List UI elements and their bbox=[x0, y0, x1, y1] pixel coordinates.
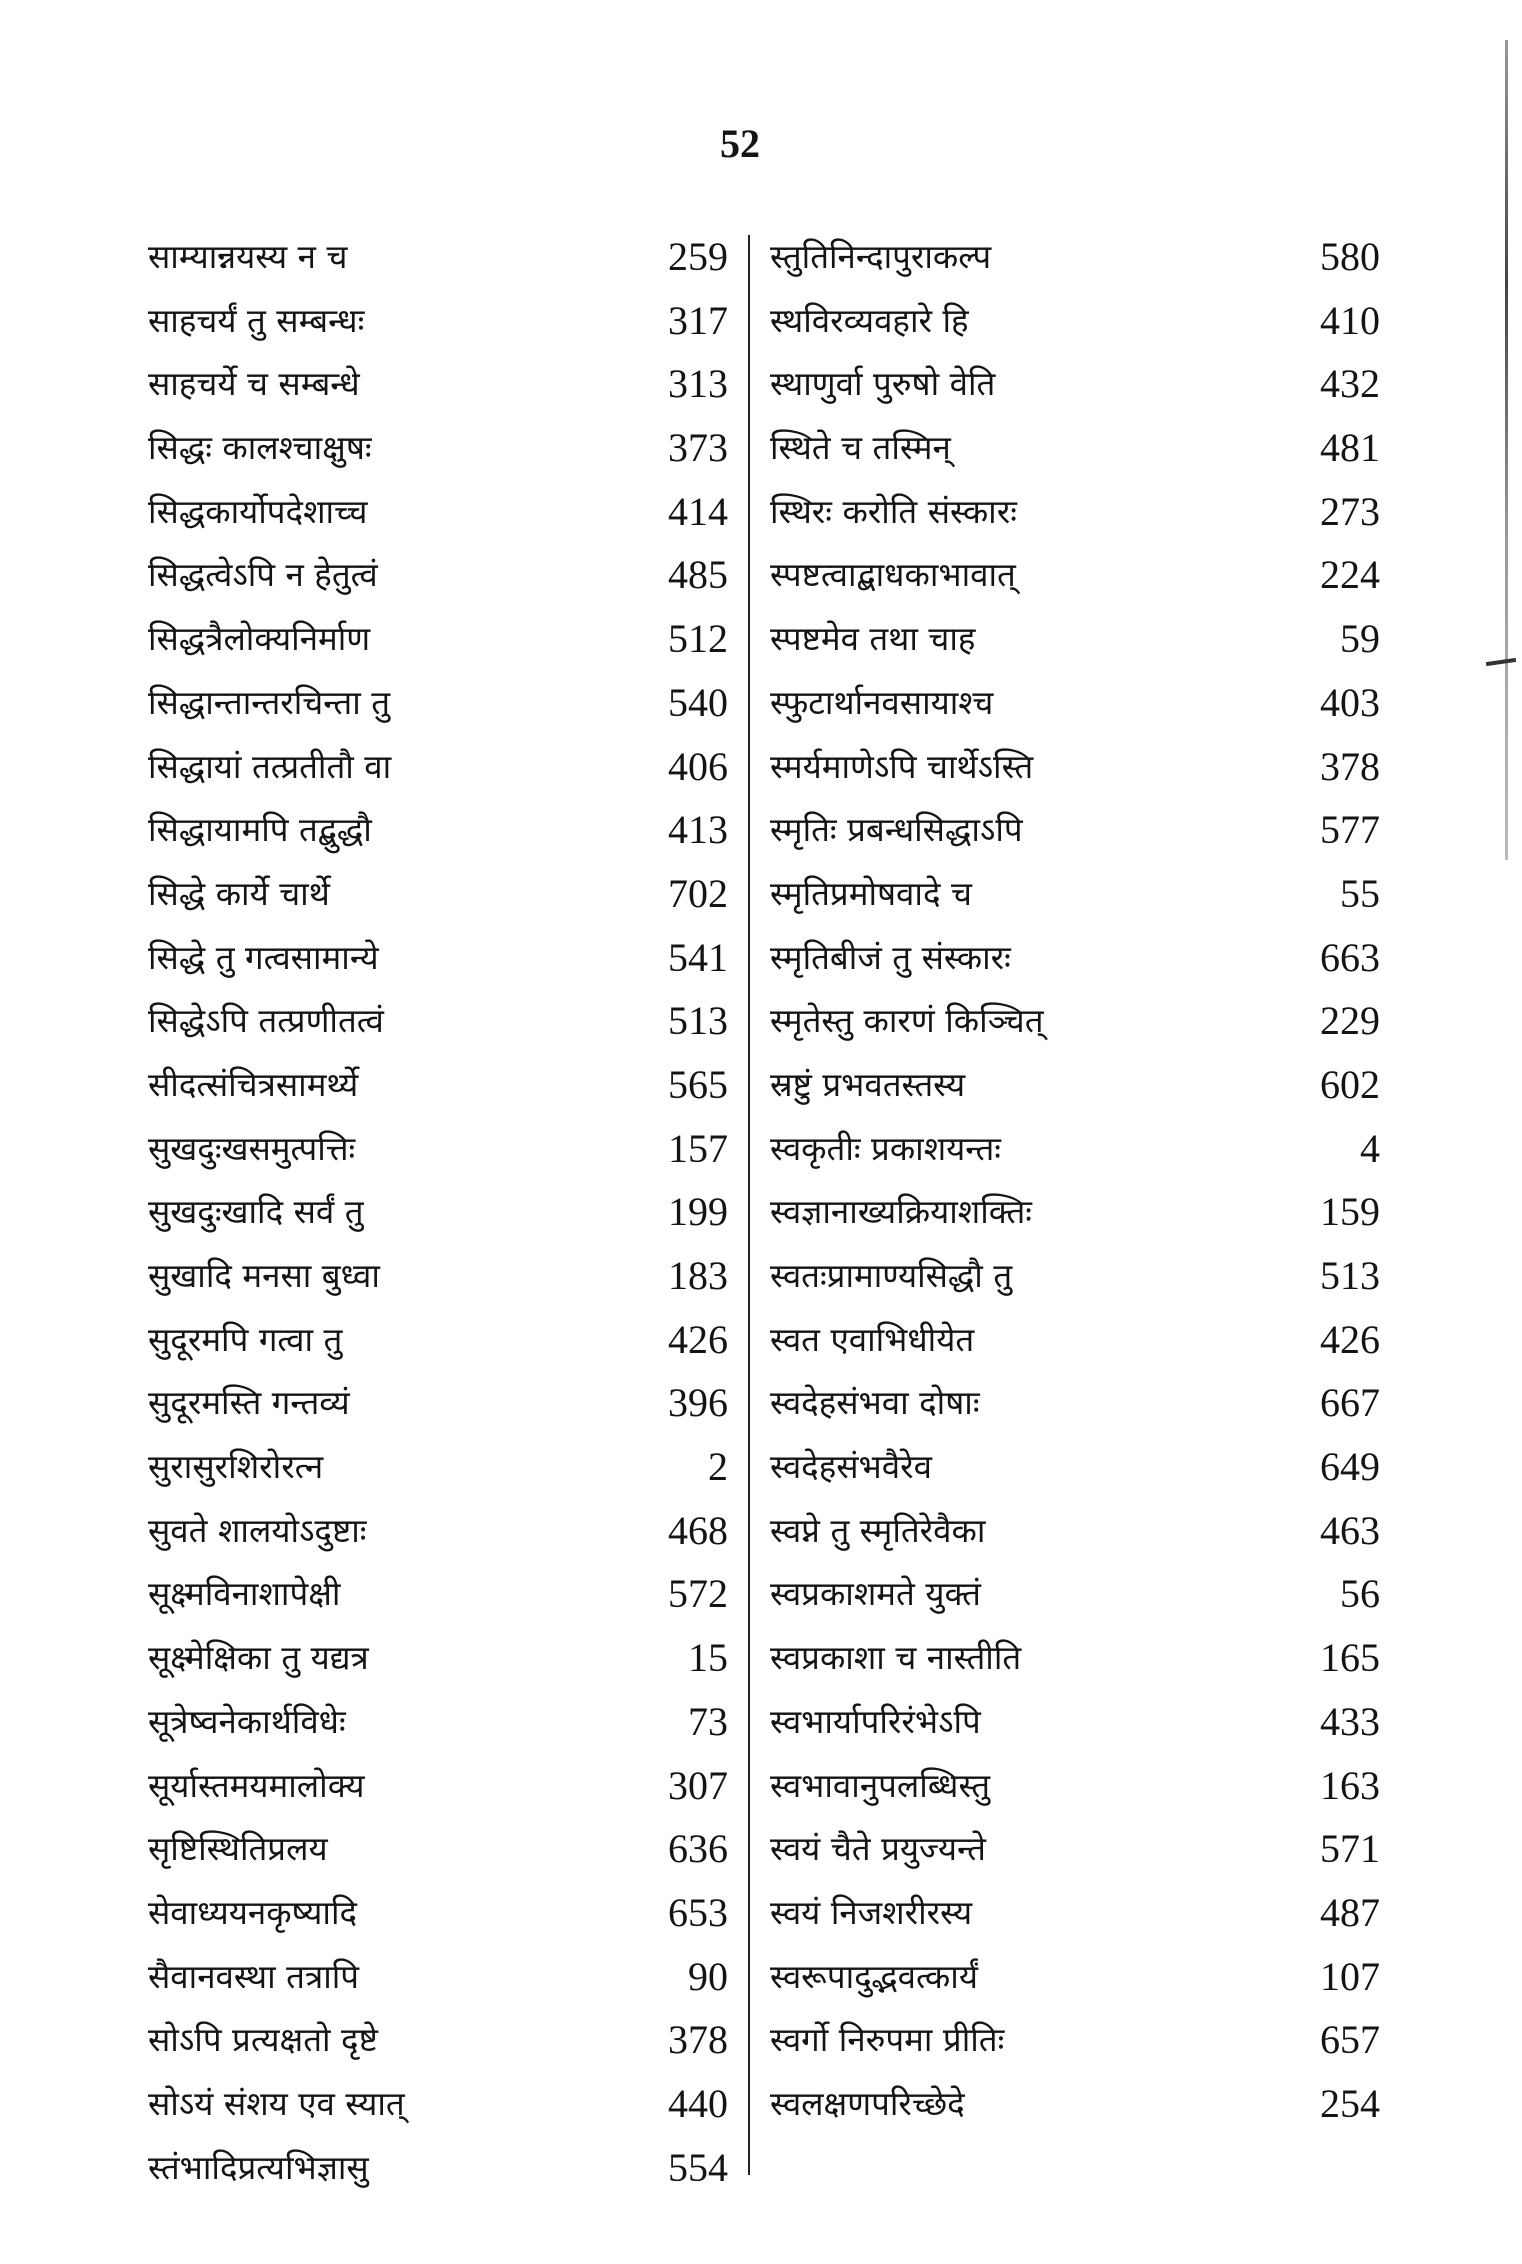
index-entry bbox=[770, 926, 1380, 990]
entry-page-number: 565 bbox=[668, 1061, 728, 1107]
page-number: 52 bbox=[720, 121, 760, 166]
index-entry bbox=[148, 1308, 728, 1372]
entry-page-number: 183 bbox=[668, 1253, 728, 1298]
index-entry bbox=[770, 735, 1380, 799]
entry-text: स्मृतिप्रमोषवादे च bbox=[770, 873, 972, 913]
entry-page-number: 667 bbox=[1320, 1380, 1380, 1426]
entry-text: सैवानवस्था तत्रापि bbox=[148, 1956, 360, 1996]
entry-page-number: 403 bbox=[1320, 679, 1380, 725]
index-entry bbox=[148, 480, 728, 544]
index-entry bbox=[148, 1945, 728, 2009]
entry-page-number: 653 bbox=[668, 1889, 728, 1935]
index-entry bbox=[148, 735, 728, 799]
entry-text: सुदूरमपि गत्वा तु bbox=[148, 1319, 343, 1359]
index-entry bbox=[770, 1881, 1380, 1945]
entry-text: स्फुटार्थानवसायाश्च bbox=[770, 682, 994, 722]
entry-text: सुवते शालयोऽदुष्टाः bbox=[148, 1510, 367, 1550]
entry-page-number: 580 bbox=[1320, 234, 1380, 279]
index-entry bbox=[770, 1117, 1380, 1181]
entry-page-number: 414 bbox=[668, 488, 728, 534]
index-entry bbox=[770, 1690, 1380, 1754]
index-entry bbox=[770, 225, 1380, 289]
entry-text: साम्यान्नयस्य न च bbox=[148, 237, 348, 276]
entry-page-number: 432 bbox=[1320, 361, 1380, 407]
entry-text: सिद्धत्वेऽपि न हेतुत्वं bbox=[148, 555, 378, 595]
entry-text: स्वत एवाभिधीयेत bbox=[770, 1319, 975, 1359]
entry-text: सिद्धायामपि तद्बुद्धौ bbox=[148, 810, 372, 850]
index-entry bbox=[770, 1244, 1380, 1308]
entry-page-number: 2 bbox=[708, 1444, 728, 1490]
index-entry bbox=[148, 989, 728, 1053]
index-entry bbox=[770, 1626, 1380, 1690]
entry-text: स्वभावानुपलब्धिस्तु bbox=[770, 1765, 991, 1805]
entry-text: सिद्धे तु गत्वसामान्ये bbox=[148, 937, 379, 977]
entry-page-number: 433 bbox=[1320, 1698, 1380, 1744]
entry-text: सोऽयं संशय एव स्यात् bbox=[148, 2083, 405, 2123]
entry-text: सिद्धकार्योपदेशाच्च bbox=[148, 491, 368, 531]
index-entry bbox=[770, 543, 1380, 607]
entry-page-number: 426 bbox=[668, 1316, 728, 1362]
entry-text: सूत्रेष्वनेकार्थविधेः bbox=[148, 1701, 346, 1741]
index-entry bbox=[148, 1754, 728, 1818]
entry-text: सीदत्संचित्रसामर्थ्ये bbox=[148, 1064, 359, 1104]
index-entry bbox=[770, 1180, 1380, 1244]
entry-text: सिद्धायां तत्प्रतीतौ वा bbox=[148, 746, 392, 786]
index-entry bbox=[770, 1817, 1380, 1881]
entry-text: स्वज्ञानाख्यक्रियाशक्तिः bbox=[770, 1192, 1032, 1232]
entry-page-number: 73 bbox=[688, 1698, 728, 1744]
entry-page-number: 90 bbox=[688, 1953, 728, 1999]
entry-page-number: 107 bbox=[1320, 1953, 1380, 1999]
index-entry bbox=[770, 1945, 1380, 2009]
entry-text: सुखदुःखसमुत्पत्तिः bbox=[148, 1128, 356, 1168]
entry-page-number: 602 bbox=[1320, 1061, 1380, 1107]
entry-page-number: 307 bbox=[668, 1762, 728, 1808]
entry-text: सिद्धः कालश्चाक्षुषः bbox=[148, 428, 372, 468]
entry-text: स्वभार्यापरिरंभेऽपि bbox=[770, 1701, 981, 1741]
entry-page-number: 649 bbox=[1320, 1444, 1380, 1490]
entry-page-number: 4 bbox=[1360, 1125, 1380, 1171]
index-entry bbox=[770, 289, 1380, 353]
index-entry bbox=[148, 926, 728, 990]
entry-text: स्वतःप्रामाण्यसिद्धौ तु bbox=[770, 1256, 1013, 1295]
index-entry bbox=[770, 607, 1380, 671]
entry-text: स्तुतिनिन्दापुराकल्प bbox=[770, 237, 992, 276]
index-entry bbox=[770, 989, 1380, 1053]
entry-text: स्पष्टत्वाद्बाधकाभावात् bbox=[770, 555, 1016, 595]
entry-page-number: 481 bbox=[1320, 425, 1380, 471]
entry-text: स्वकृतीः प्रकाशयन्तः bbox=[770, 1128, 1001, 1168]
entry-page-number: 224 bbox=[1320, 552, 1380, 598]
entry-page-number: 378 bbox=[1320, 743, 1380, 789]
entry-text: सूक्ष्मेक्षिका तु यद्यत्र bbox=[148, 1638, 369, 1678]
entry-page-number: 540 bbox=[668, 679, 728, 725]
entry-text: सूर्यास्तमयमालोक्य bbox=[148, 1765, 365, 1805]
entry-page-number: 273 bbox=[1320, 488, 1380, 534]
index-entry bbox=[148, 607, 728, 671]
entry-text: सिद्धेऽपि तत्प्रणीतत्वं bbox=[148, 1001, 384, 1041]
column-divider bbox=[748, 235, 750, 2175]
index-entry bbox=[770, 1435, 1380, 1499]
entry-page-number: 59 bbox=[1340, 616, 1380, 662]
entry-page-number: 663 bbox=[1320, 934, 1380, 980]
entry-text: स्मृतिबीजं तु संस्कारः bbox=[770, 937, 1011, 977]
entry-page-number: 636 bbox=[668, 1826, 728, 1872]
entry-page-number: 541 bbox=[668, 934, 728, 980]
index-entry bbox=[148, 862, 728, 926]
index-entry bbox=[148, 543, 728, 607]
index-entry bbox=[148, 225, 728, 289]
entry-page-number: 406 bbox=[668, 743, 728, 789]
entry-page-number: 513 bbox=[1320, 1253, 1380, 1298]
entry-text: स्रष्टुं प्रभवतस्तस्य bbox=[770, 1064, 966, 1104]
entry-text: स्तंभादिप्रत्यभिज्ञासु bbox=[148, 2147, 369, 2187]
entry-text: स्वदेहसंभवा दोषाः bbox=[770, 1383, 980, 1423]
entry-text: सोऽपि प्रत्यक्षतो दृष्टे bbox=[148, 2020, 378, 2060]
entry-page-number: 468 bbox=[668, 1507, 728, 1553]
entry-text: सूक्ष्मविनाशापेक्षी bbox=[148, 1574, 341, 1614]
index-entry bbox=[148, 1180, 728, 1244]
entry-page-number: 229 bbox=[1320, 998, 1380, 1044]
entry-text: साहचर्ये च सम्बन्धे bbox=[148, 364, 360, 404]
index-entry bbox=[148, 1371, 728, 1435]
entry-page-number: 410 bbox=[1320, 297, 1380, 343]
index-entry bbox=[148, 671, 728, 735]
entry-text: स्मृतेस्तु कारणं किञ्चित् bbox=[770, 1001, 1044, 1041]
entry-page-number: 378 bbox=[668, 2017, 728, 2063]
entry-page-number: 163 bbox=[1320, 1762, 1380, 1808]
entry-text: सिद्धे कार्ये चार्थे bbox=[148, 873, 330, 913]
index-entry bbox=[148, 2136, 728, 2200]
entry-text: सेवाध्ययनकृष्यादि bbox=[148, 1892, 358, 1932]
index-entry bbox=[148, 1435, 728, 1499]
entry-text: स्वर्गो निरुपमा प्रीतिः bbox=[770, 2020, 1005, 2060]
entry-text: स्वयं चैते प्रयुज्यन्ते bbox=[770, 1829, 986, 1869]
index-entry bbox=[148, 1881, 728, 1945]
entry-text: स्थविरव्यवहारे हि bbox=[770, 300, 969, 340]
entry-page-number: 413 bbox=[668, 807, 728, 853]
entry-text: स्वप्ने तु स्मृतिरेवैका bbox=[770, 1510, 986, 1550]
entry-text: स्वप्रकाशमते युक्तं bbox=[770, 1574, 981, 1614]
entry-text: स्थिरः करोति संस्कारः bbox=[770, 491, 1017, 531]
entry-text: सिद्धान्तान्तरचिन्ता तु bbox=[148, 682, 391, 722]
entry-page-number: 426 bbox=[1320, 1316, 1380, 1362]
index-entry bbox=[148, 416, 728, 480]
entry-page-number: 554 bbox=[668, 2144, 728, 2190]
entry-page-number: 577 bbox=[1320, 807, 1380, 853]
page-edge-mark bbox=[1505, 40, 1508, 860]
index-entry bbox=[148, 1690, 728, 1754]
index-entry bbox=[770, 862, 1380, 926]
entry-text: सुखादि मनसा बुध्वा bbox=[148, 1256, 380, 1295]
index-entry bbox=[770, 1754, 1380, 1818]
entry-page-number: 513 bbox=[668, 998, 728, 1044]
index-entry bbox=[770, 416, 1380, 480]
entry-text: स्वदेहसंभवैरेव bbox=[770, 1447, 932, 1487]
index-entry bbox=[770, 671, 1380, 735]
index-entry bbox=[770, 480, 1380, 544]
index-entry bbox=[770, 2072, 1380, 2136]
entry-page-number: 396 bbox=[668, 1380, 728, 1426]
entry-page-number: 199 bbox=[668, 1189, 728, 1235]
entry-text: स्मृतिः प्रबन्धसिद्धाऽपि bbox=[770, 810, 1023, 850]
index-entry bbox=[148, 1499, 728, 1563]
index-column-left bbox=[148, 225, 728, 2199]
index-entry bbox=[148, 2008, 728, 2072]
entry-page-number: 165 bbox=[1320, 1635, 1380, 1681]
index-column-right bbox=[770, 225, 1380, 2136]
entry-text: स्थाणुर्वा पुरुषो वेति bbox=[770, 364, 996, 404]
entry-page-number: 463 bbox=[1320, 1507, 1380, 1553]
entry-page-number: 485 bbox=[668, 552, 728, 598]
index-entry bbox=[148, 1117, 728, 1181]
index-entry bbox=[148, 1626, 728, 1690]
entry-text: साहचर्यं तु सम्बन्धः bbox=[148, 300, 365, 340]
entry-page-number: 487 bbox=[1320, 1889, 1380, 1935]
entry-page-number: 702 bbox=[668, 870, 728, 916]
index-entry bbox=[770, 352, 1380, 416]
entry-text: स्वयं निजशरीरस्य bbox=[770, 1892, 973, 1932]
index-entry bbox=[148, 1562, 728, 1626]
entry-page-number: 56 bbox=[1340, 1571, 1380, 1617]
entry-page-number: 313 bbox=[668, 361, 728, 407]
entry-text: स्पष्टमेव तथा चाह bbox=[770, 619, 976, 659]
entry-page-number: 317 bbox=[668, 297, 728, 343]
index-entry bbox=[148, 352, 728, 416]
entry-page-number: 15 bbox=[688, 1635, 728, 1681]
entry-text: सुखदुःखादि सर्वं तु bbox=[148, 1192, 364, 1232]
index-entry bbox=[148, 1244, 728, 1308]
entry-page-number: 657 bbox=[1320, 2017, 1380, 2063]
entry-text: स्थिते च तस्मिन् bbox=[770, 428, 951, 468]
index-entry bbox=[770, 1053, 1380, 1117]
entry-text: स्वलक्षणपरिच्छेदे bbox=[770, 2083, 965, 2123]
index-entry bbox=[770, 1562, 1380, 1626]
entry-text: सुदूरमस्ति गन्तव्यं bbox=[148, 1383, 350, 1423]
entry-text: स्वप्रकाशा च नास्तीति bbox=[770, 1638, 1022, 1678]
entry-page-number: 157 bbox=[668, 1125, 728, 1171]
index-entry bbox=[148, 1817, 728, 1881]
entry-text: स्वरूपादुद्भवत्कार्यं bbox=[770, 1956, 978, 1996]
entry-page-number: 373 bbox=[668, 425, 728, 471]
entry-page-number: 55 bbox=[1340, 870, 1380, 916]
entry-page-number: 440 bbox=[668, 2080, 728, 2126]
index-entry bbox=[770, 1308, 1380, 1372]
entry-page-number: 571 bbox=[1320, 1826, 1380, 1872]
entry-page-number: 512 bbox=[668, 616, 728, 662]
entry-page-number: 259 bbox=[668, 234, 728, 279]
entry-text: सृष्टिस्थितिप्रलय bbox=[148, 1829, 328, 1869]
index-entry bbox=[148, 1053, 728, 1117]
entry-text: स्मर्यमाणेऽपि चार्थेऽस्ति bbox=[770, 746, 1034, 786]
index-entry bbox=[148, 2072, 728, 2136]
entry-page-number: 572 bbox=[668, 1571, 728, 1617]
index-entry bbox=[770, 2008, 1380, 2072]
entry-page-number: 254 bbox=[1320, 2080, 1380, 2126]
index-entry bbox=[770, 798, 1380, 862]
page-edge-tick bbox=[1486, 658, 1516, 666]
index-entry bbox=[148, 798, 728, 862]
index-entry bbox=[148, 289, 728, 353]
entry-text: सुरासुरशिरोरत्न bbox=[148, 1447, 324, 1487]
entry-text: सिद्धत्रैलोक्यनिर्माण bbox=[148, 619, 371, 659]
index-entry bbox=[770, 1499, 1380, 1563]
entry-page-number: 159 bbox=[1320, 1189, 1380, 1235]
index-entry bbox=[770, 1371, 1380, 1435]
